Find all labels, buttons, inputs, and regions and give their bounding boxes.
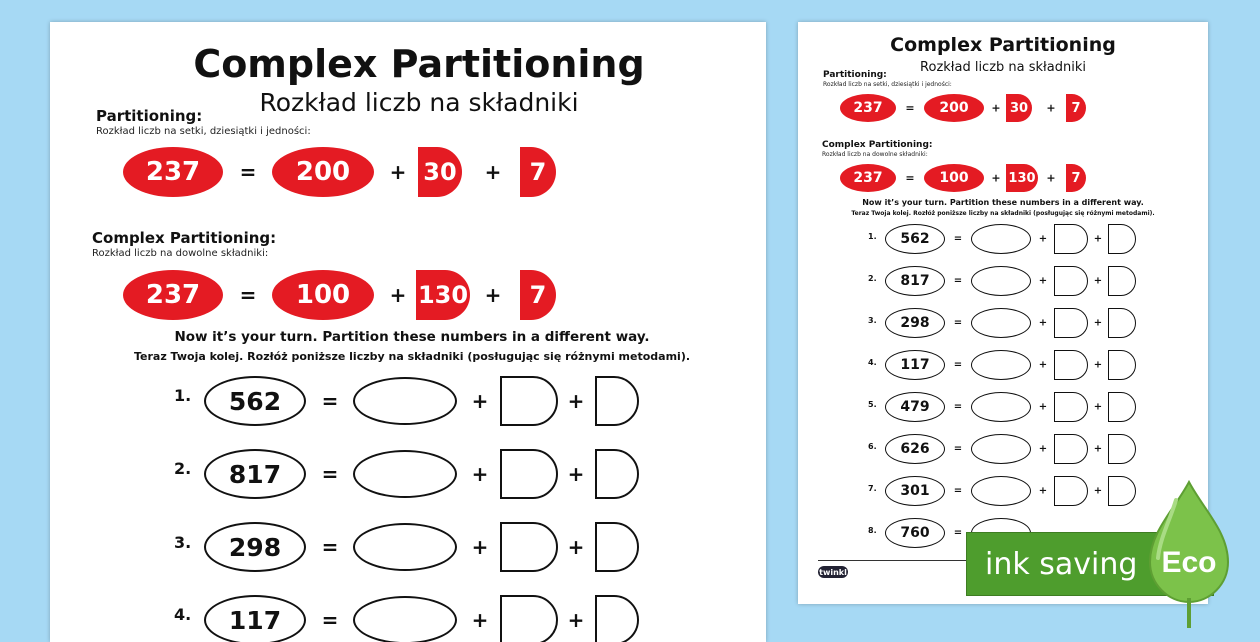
equals-sign: =: [953, 317, 963, 329]
eco-label: Eco: [1161, 546, 1217, 579]
exercise-number: 301: [885, 476, 945, 506]
eco-drop-icon: [1146, 480, 1232, 630]
answer-half-oval: [1108, 434, 1136, 464]
answer-half-oval: [595, 595, 639, 642]
page-subtitle: Rozkład liczb na składniki: [259, 88, 579, 117]
section2-heading: Complex Partitioning:: [92, 229, 277, 247]
answer-half-oval: [1054, 476, 1088, 506]
exercise-index: 1.: [868, 232, 877, 241]
example1-part-ones: 7: [520, 147, 556, 197]
example1-number: 237: [840, 94, 896, 122]
plus-sign: +: [1093, 359, 1103, 371]
example1-part-ones: 7: [1066, 94, 1086, 122]
plus-sign: +: [1038, 275, 1048, 287]
plus-sign: +: [484, 160, 502, 184]
answer-half-oval: [1054, 224, 1088, 254]
equals-sign: =: [321, 389, 339, 413]
page-title: Complex Partitioning: [890, 34, 1116, 56]
exercise-index: 3.: [174, 533, 192, 552]
example2-part-2: 130: [416, 270, 470, 320]
section1-heading: Partitioning:: [823, 70, 887, 80]
example2-part-3: 7: [1066, 164, 1086, 192]
example2-part-1: 100: [924, 164, 984, 192]
answer-half-oval: [500, 449, 558, 499]
section1-note: Rozkład liczb na setki, dziesiątki i jedności:: [823, 81, 952, 88]
plus-sign: +: [1038, 485, 1048, 497]
plus-sign: +: [471, 535, 489, 559]
answer-half-oval: [1108, 350, 1136, 380]
example1-part-tens: 30: [1006, 94, 1032, 122]
example1-part-hundreds: 200: [272, 147, 374, 197]
plus-sign: +: [484, 283, 502, 307]
equals-sign: =: [905, 101, 915, 115]
exercise-index: 2.: [868, 274, 877, 283]
plus-sign: +: [389, 160, 407, 184]
equals-sign: =: [953, 233, 963, 245]
plus-sign: +: [1038, 443, 1048, 455]
exercise-index: 3.: [868, 316, 877, 325]
answer-oval: [971, 224, 1031, 254]
plus-sign: +: [471, 462, 489, 486]
instruction-english: Now it’s your turn. Partition these numbers in a different way.: [174, 329, 650, 345]
exercise-index: 4.: [174, 605, 192, 624]
answer-half-oval: [1054, 266, 1088, 296]
example2-part-3: 7: [520, 270, 556, 320]
example1-part-tens: 30: [418, 147, 462, 197]
answer-half-oval: [595, 376, 639, 426]
page-title: Complex Partitioning: [193, 42, 645, 86]
example2-number: 237: [840, 164, 896, 192]
equals-sign: =: [239, 160, 257, 184]
plus-sign: +: [471, 608, 489, 632]
ink-saving-label: ink saving: [985, 546, 1138, 582]
answer-half-oval: [1108, 392, 1136, 422]
answer-oval: [353, 596, 457, 642]
exercise-number: 117: [204, 595, 306, 642]
equals-sign: =: [953, 485, 963, 497]
equals-sign: =: [953, 275, 963, 287]
answer-half-oval: [595, 449, 639, 499]
answer-oval: [971, 476, 1031, 506]
answer-half-oval: [500, 595, 558, 642]
answer-oval: [971, 392, 1031, 422]
equals-sign: =: [953, 359, 963, 371]
answer-oval: [971, 434, 1031, 464]
plus-sign: +: [567, 608, 585, 632]
plus-sign: +: [1093, 485, 1103, 497]
plus-sign: +: [389, 283, 407, 307]
answer-oval: [353, 523, 457, 571]
exercise-index: 2.: [174, 459, 192, 478]
answer-oval: [353, 450, 457, 498]
exercise-number: 817: [204, 449, 306, 499]
plus-sign: +: [991, 171, 1001, 185]
exercise-number: 760: [885, 518, 945, 548]
answer-oval: [971, 350, 1031, 380]
equals-sign: =: [321, 535, 339, 559]
exercise-number: 298: [204, 522, 306, 572]
answer-half-oval: [1054, 350, 1088, 380]
exercise-number: 626: [885, 434, 945, 464]
exercise-number: 298: [885, 308, 945, 338]
answer-half-oval: [1108, 476, 1136, 506]
answer-oval: [353, 377, 457, 425]
plus-sign: +: [1046, 171, 1056, 185]
answer-half-oval: [1054, 308, 1088, 338]
instruction-polish: Teraz Twoja kolej. Rozłóż poniższe liczby na składniki (posługując się różnymi metodami).: [133, 350, 691, 363]
plus-sign: +: [1046, 101, 1056, 115]
plus-sign: +: [991, 101, 1001, 115]
equals-sign: =: [905, 171, 915, 185]
plus-sign: +: [567, 535, 585, 559]
exercise-index: 8.: [868, 526, 877, 535]
exercise-index: 5.: [868, 400, 877, 409]
equals-sign: =: [953, 527, 963, 539]
example1-part-hundreds: 200: [924, 94, 984, 122]
example1-number: 237: [123, 147, 223, 197]
plus-sign: +: [1093, 317, 1103, 329]
plus-sign: +: [471, 389, 489, 413]
section1-note: Rozkład liczb na setki, dziesiątki i jedności:: [96, 126, 311, 137]
equals-sign: =: [321, 608, 339, 632]
instruction-english: Now it’s your turn. Partition these numbers in a different way.: [862, 198, 1144, 207]
plus-sign: +: [1093, 401, 1103, 413]
equals-sign: =: [239, 283, 257, 307]
plus-sign: +: [1038, 233, 1048, 245]
answer-half-oval: [595, 522, 639, 572]
exercise-index: 1.: [174, 386, 192, 405]
answer-half-oval: [1108, 308, 1136, 338]
section2-note: Rozkład liczb na dowolne składniki:: [822, 151, 928, 158]
plus-sign: +: [1038, 401, 1048, 413]
answer-half-oval: [1054, 392, 1088, 422]
plus-sign: +: [567, 462, 585, 486]
plus-sign: +: [1038, 317, 1048, 329]
exercise-index: 7.: [868, 484, 877, 493]
exercise-number: 479: [885, 392, 945, 422]
exercise-number: 562: [204, 376, 306, 426]
answer-oval: [971, 266, 1031, 296]
exercise-index: 6.: [868, 442, 877, 451]
plus-sign: +: [1093, 233, 1103, 245]
plus-sign: +: [567, 389, 585, 413]
answer-half-oval: [500, 376, 558, 426]
plus-sign: +: [1038, 359, 1048, 371]
exercise-number: 562: [885, 224, 945, 254]
section2-note: Rozkład liczb na dowolne składniki:: [92, 248, 269, 259]
plus-sign: +: [1093, 443, 1103, 455]
worksheet-preview-large: [50, 22, 766, 642]
equals-sign: =: [953, 401, 963, 413]
twinkl-logo: twinkl: [819, 567, 847, 577]
plus-sign: +: [1093, 275, 1103, 287]
section2-heading: Complex Partitioning:: [822, 140, 933, 150]
answer-half-oval: [500, 522, 558, 572]
exercise-index: 4.: [868, 358, 877, 367]
answer-oval: [971, 308, 1031, 338]
equals-sign: =: [953, 443, 963, 455]
example2-part-1: 100: [272, 270, 374, 320]
page-subtitle: Rozkład liczb na składniki: [920, 60, 1086, 75]
answer-half-oval: [1054, 434, 1088, 464]
section1-heading: Partitioning:: [96, 107, 203, 125]
exercise-number: 817: [885, 266, 945, 296]
example2-number: 237: [123, 270, 223, 320]
equals-sign: =: [321, 462, 339, 486]
example2-part-2: 130: [1006, 164, 1038, 192]
instruction-polish: Teraz Twoja kolej. Rozłóż poniższe liczby na składniki (posługując się różnymi metodami).: [851, 210, 1155, 217]
answer-half-oval: [1108, 266, 1136, 296]
exercise-number: 117: [885, 350, 945, 380]
answer-half-oval: [1108, 224, 1136, 254]
